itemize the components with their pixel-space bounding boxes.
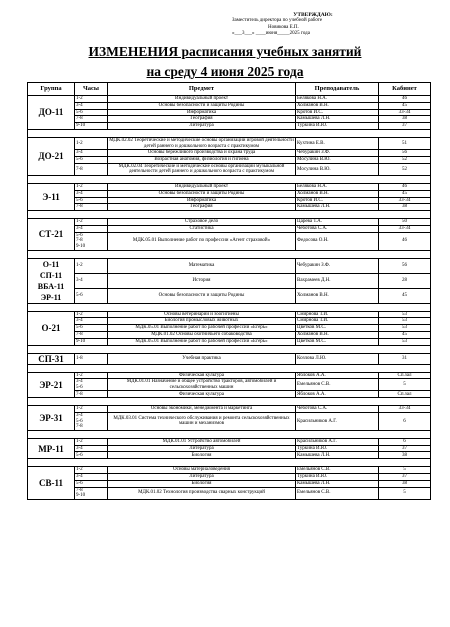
subject-cell: Страховое дело [108, 219, 296, 226]
group-spacer-cell [28, 364, 431, 372]
subject-cell: Основы бережливого производства и охрана труда [108, 150, 296, 157]
hours-cell: 5-6 [75, 325, 108, 332]
hours-cell: 7-8 [75, 331, 108, 338]
hours-cell: 9-10 [75, 338, 108, 345]
table-row [28, 96, 431, 103]
table-row [28, 474, 431, 481]
room-cell: 37 [379, 123, 431, 130]
room-cell: 6 [379, 438, 431, 445]
room-cell: 46 [379, 232, 431, 250]
room-cell: 46 [379, 183, 431, 190]
hours-cell: 1-2 [75, 406, 108, 413]
subject-cell: Основы экономики, менеджмента и маркетинга [108, 406, 296, 413]
room-cell: Сп.зал [379, 391, 431, 398]
subject-cell: Информатика [108, 197, 296, 204]
teacher-cell: Холманов В.Н. [296, 288, 379, 303]
hours-cell: 9-10 [75, 123, 108, 130]
table-row [28, 163, 431, 175]
teacher-cell: Яблоков А.А. [296, 391, 379, 398]
table-row [28, 331, 431, 338]
room-cell: 46 [379, 96, 431, 103]
hours-cell: 5-6 [75, 480, 108, 487]
subject-cell: Литература [108, 123, 296, 130]
table-row [28, 467, 431, 474]
hours-cell: 3-4 5-6 7-8 [75, 413, 108, 431]
table-row [28, 137, 431, 149]
table-row [28, 258, 431, 273]
teacher-cell: Емельянов С.В. [296, 379, 379, 391]
subject-cell: МДК.01.01 Устройство автомобилей [108, 438, 296, 445]
table-row [28, 406, 431, 413]
approval-date: «___3___» ____июня_____2025 года [232, 30, 310, 36]
hours-cell: 1-2 [75, 258, 108, 273]
teacher-cell: Красильников А.Г. [296, 413, 379, 431]
teacher-cell: Кротов И.С. [296, 197, 379, 204]
table-row [28, 225, 431, 232]
table-row [28, 480, 431, 487]
subject-cell: География [108, 116, 296, 123]
schedule-table [27, 82, 431, 500]
group-spacer-cell [28, 398, 431, 406]
group-spacer-cell [28, 211, 431, 219]
table-row [28, 232, 431, 250]
room-cell: 53 [379, 311, 431, 318]
subject-cell: Статистика [108, 225, 296, 232]
room-cell: 45 [379, 102, 431, 109]
teacher-cell: Белякова Н.А. [296, 183, 379, 190]
subject-cell: Биология [108, 480, 296, 487]
subject-cell: Основы безопасности и защиты Родины [108, 288, 296, 303]
room-cell: 45 [379, 190, 431, 197]
table-row [28, 391, 431, 398]
teacher-cell: Чеботова С.А. [296, 406, 379, 413]
room-cell: 56 [379, 258, 431, 273]
subject-cell: Учебная практика [108, 353, 296, 364]
room-cell: 38 [379, 116, 431, 123]
hours-cell: 1-2 [75, 96, 108, 103]
room-cell: 33-34 [379, 109, 431, 116]
group-spacer-row [28, 430, 431, 438]
room-cell: 38 [379, 204, 431, 211]
group-name-cell: ДО-21 [28, 137, 75, 175]
subject-cell: Физическая культура [108, 391, 296, 398]
group-spacer-cell [28, 430, 431, 438]
group-name-cell: СТ-21 [28, 219, 75, 250]
teacher-cell: Мосулина В.Ю. [296, 156, 379, 163]
subject-cell: Основы ветеринарии и зоогигиены [108, 311, 296, 318]
room-cell: 50 [379, 219, 431, 226]
teacher-cell: Цветков М.С. [296, 338, 379, 345]
room-cell: 53 [379, 338, 431, 345]
hours-cell: 1-2 [75, 372, 108, 379]
group-name-cell: ЭР-21 [28, 372, 75, 398]
teacher-cell: Холманов В.Н. [296, 331, 379, 338]
subject-cell: Возрастная анатомия, физиология и гигиена [108, 156, 296, 163]
hours-cell: 3-4 5-6 [75, 379, 108, 391]
room-cell: 37 [379, 445, 431, 452]
hours-cell: 3-4 [75, 318, 108, 325]
teacher-cell: Емельянов С.В. [296, 467, 379, 474]
schedule-body [28, 96, 431, 500]
table-row [28, 338, 431, 345]
hours-cell: 7-8 [75, 116, 108, 123]
hours-cell: 5-6 [75, 452, 108, 459]
subject-cell: МДК.02.04 Теоретические и методические основы организации музыкальной деятельности детей раннего и дошкольного возраста с практикумом [108, 163, 296, 175]
subject-cell: Индивидуальный проект [108, 96, 296, 103]
group-name-cell: СП-31 [28, 353, 75, 364]
group-spacer-row [28, 250, 431, 258]
subject-cell: История [108, 273, 296, 288]
teacher-cell: Белякова Н.А. [296, 96, 379, 103]
group-spacer-row [28, 175, 431, 183]
table-row [28, 123, 431, 130]
hours-cell: 1-2 [75, 183, 108, 190]
room-cell: 5 [379, 487, 431, 499]
subject-cell: Физическая культура [108, 372, 296, 379]
room-cell: 38 [379, 480, 431, 487]
hours-cell: 1-2 [75, 467, 108, 474]
group-spacer-cell [28, 303, 431, 311]
subject-cell: Математика [108, 258, 296, 273]
teacher-cell: Красильников А.Г. [296, 438, 379, 445]
hours-cell: 7-8 [75, 204, 108, 211]
group-spacer-row [28, 345, 431, 353]
room-cell: 51 [379, 137, 431, 149]
teacher-cell: Камышева Л.Н. [296, 204, 379, 211]
subject-cell: МДК.01.02 Основы охотничьего собаководства [108, 331, 296, 338]
table-row [28, 318, 431, 325]
room-cell: 38 [379, 452, 431, 459]
table-row [28, 325, 431, 332]
teacher-cell: Смирнова Т.И. [296, 318, 379, 325]
room-cell: 33-34 [379, 197, 431, 204]
teacher-cell: Козлова Л.Ю. [296, 353, 379, 364]
table-row [28, 372, 431, 379]
hours-cell: 5-6 [75, 156, 108, 163]
table-row [28, 190, 431, 197]
table-row [28, 311, 431, 318]
group-spacer-row [28, 211, 431, 219]
group-name-cell: ЭР-31 [28, 406, 75, 431]
teacher-cell: Царева Т.А. [296, 219, 379, 226]
group-name-cell: СВ-11 [28, 467, 75, 500]
hours-cell: 3-4 [75, 225, 108, 232]
header-subject: Предмет [108, 83, 296, 96]
hours-cell: 3-4 [75, 445, 108, 452]
group-spacer-row [28, 364, 431, 372]
table-row [28, 204, 431, 211]
group-spacer-row [28, 129, 431, 137]
teacher-cell: Яблоков А.А. [296, 372, 379, 379]
hours-cell: 7-8 [75, 163, 108, 175]
hours-cell: 1-2 [75, 137, 108, 149]
group-name-cell: Э-11 [28, 183, 75, 210]
hours-cell: 5-6 [75, 288, 108, 303]
subject-cell: МДК.05.01 Выполнение работ по рабочей профессии «Егерь» [108, 325, 296, 332]
table-row [28, 273, 431, 288]
group-spacer-cell [28, 250, 431, 258]
teacher-cell: Цветков М.С. [296, 325, 379, 332]
group-spacer-cell [28, 175, 431, 183]
table-row [28, 288, 431, 303]
hours-cell: 5-6 7-8 9-10 [75, 232, 108, 250]
group-spacer-row [28, 303, 431, 311]
teacher-cell: Туркина И.Ю. [296, 445, 379, 452]
table-row [28, 379, 431, 391]
subject-cell: МДК.03.01 Система технического обслуживания и ремонта сельскохозяйственных машин и механизмов [108, 413, 296, 431]
header-teacher: Преподаватель [296, 83, 379, 96]
table-header-row [28, 83, 431, 96]
room-cell: 52 [379, 156, 431, 163]
subject-cell: Основы материаловедения [108, 467, 296, 474]
room-cell: 5 [379, 467, 431, 474]
hours-cell: 1-2 [75, 219, 108, 226]
table-row [28, 102, 431, 109]
table-row [28, 116, 431, 123]
room-cell: 45 [379, 288, 431, 303]
room-cell: 45 [379, 331, 431, 338]
teacher-cell: Холманов В.Н. [296, 190, 379, 197]
hours-cell: 3-4 [75, 474, 108, 481]
table-row [28, 219, 431, 226]
teacher-cell: Камышева Л.Н. [296, 480, 379, 487]
room-cell: 6 [379, 413, 431, 431]
hours-cell: 3-4 [75, 150, 108, 157]
subject-cell: Информатика [108, 109, 296, 116]
subject-cell: МДК.01.01 Назначение и общее устройство тракторов, автомобилей и сельскохозяйственных машин [108, 379, 296, 391]
teacher-cell: Чебуракин З.Ф. [296, 150, 379, 157]
room-cell: 37 [379, 474, 431, 481]
hours-cell: 5-6 [75, 197, 108, 204]
room-cell: 28 [379, 273, 431, 288]
hours-cell: 5-6 [75, 109, 108, 116]
room-cell: Сп.зал [379, 372, 431, 379]
header-hours: Часы [75, 83, 108, 96]
subject-cell: Основы безопасности и защиты Родины [108, 190, 296, 197]
hours-cell: 7-8 9-10 [75, 487, 108, 499]
teacher-cell: Камышева Л.Н. [296, 452, 379, 459]
teacher-cell: Туркина И.Ю. [296, 474, 379, 481]
teacher-cell: Камышева Л.Н. [296, 116, 379, 123]
approval-signatory: Новикова Е.П. [268, 24, 299, 30]
subject-cell: МДК.01.02 Технология производства сварных конструкций [108, 487, 296, 499]
header-group: Группа [28, 83, 75, 96]
teacher-cell: Туркина И.Ю. [296, 123, 379, 130]
table-row [28, 413, 431, 431]
approval-stamp [228, 12, 398, 37]
approval-position: Заместитель директора по учебной работе [232, 18, 323, 24]
group-name-cell: ДО-11 [28, 96, 75, 130]
room-cell: 56 [379, 150, 431, 157]
teacher-cell: Чеботова С.А. [296, 225, 379, 232]
group-name-cell: МР-11 [28, 438, 75, 458]
group-spacer-row [28, 398, 431, 406]
group-name-cell: О-21 [28, 311, 75, 345]
subject-cell: Литература [108, 474, 296, 481]
table-row [28, 156, 431, 163]
table-row [28, 445, 431, 452]
room-cell: 5 [379, 379, 431, 391]
document-title: ИЗМЕНЕНИЯ расписания учебных занятий [88, 44, 362, 59]
room-cell: 33-34 [379, 225, 431, 232]
room-cell: 52 [379, 163, 431, 175]
hours-cell: 1-2 [75, 311, 108, 318]
hours-cell: 3-4 [75, 273, 108, 288]
subject-cell: МДК.05.01 Выполнение работ по рабочей профессии «Егерь» [108, 338, 296, 345]
subject-cell: МДК.02.02 Теоретические и методические основы организации игровой деятельности детей раннего и дошкольного возраста с практикумом [109, 137, 294, 149]
hours-cell: 1-8 [75, 353, 108, 364]
approval-title: УТВЕРЖДАЮ: [293, 12, 333, 18]
teacher-cell: Вахрамеев Д.Н. [296, 273, 379, 288]
teacher-cell: Федосова О.Н. [296, 232, 379, 250]
hours-cell: 1-2 [75, 438, 108, 445]
document-date: на среду 4 июня 2025 года [146, 64, 304, 79]
subject-cell: Литература [108, 445, 296, 452]
group-spacer-cell [28, 345, 431, 353]
table-row [28, 183, 431, 190]
teacher-cell: Кухтина Е.В. [296, 137, 379, 149]
hours-cell: 7-8 [75, 391, 108, 398]
teacher-cell: Холманов В.Н. [296, 102, 379, 109]
subject-cell: Биология промысловых животных [108, 318, 296, 325]
hours-cell: 3-4 [75, 190, 108, 197]
room-cell: 33-34 [379, 406, 431, 413]
subject-cell: Индивидуальный проект [108, 183, 296, 190]
room-cell: 31 [379, 353, 431, 364]
table-row [28, 109, 431, 116]
teacher-cell: Кротов И.С. [296, 109, 379, 116]
subject-cell: География [108, 204, 296, 211]
group-spacer-cell [28, 129, 431, 137]
table-row [28, 353, 431, 364]
table-row [28, 150, 431, 157]
table-row [28, 452, 431, 459]
hours-cell: 3-4 [75, 102, 108, 109]
table-row [28, 197, 431, 204]
table-row [28, 487, 431, 499]
room-cell: 53 [379, 325, 431, 332]
group-name-cell: О-11 СП-11 ВБА-11 ЭР-11 [28, 258, 75, 303]
table-row [28, 438, 431, 445]
teacher-cell: Емельянов С.В. [296, 487, 379, 499]
teacher-cell: Чебуракин З.Ф. [296, 258, 379, 273]
subject-cell: Биология [108, 452, 296, 459]
room-cell: 53 [379, 318, 431, 325]
teacher-cell: Смирнова Т.И. [296, 311, 379, 318]
teacher-cell: Мосулина В.Ю. [296, 163, 379, 175]
group-spacer-row [28, 459, 431, 467]
subject-cell: Основы безопасности и защиты Родины [108, 102, 296, 109]
group-spacer-cell [28, 459, 431, 467]
header-room: Кабинет [379, 83, 431, 96]
subject-cell: МДК.05.01 Выполнение работ по профессии «Агент страховой» [108, 232, 296, 250]
